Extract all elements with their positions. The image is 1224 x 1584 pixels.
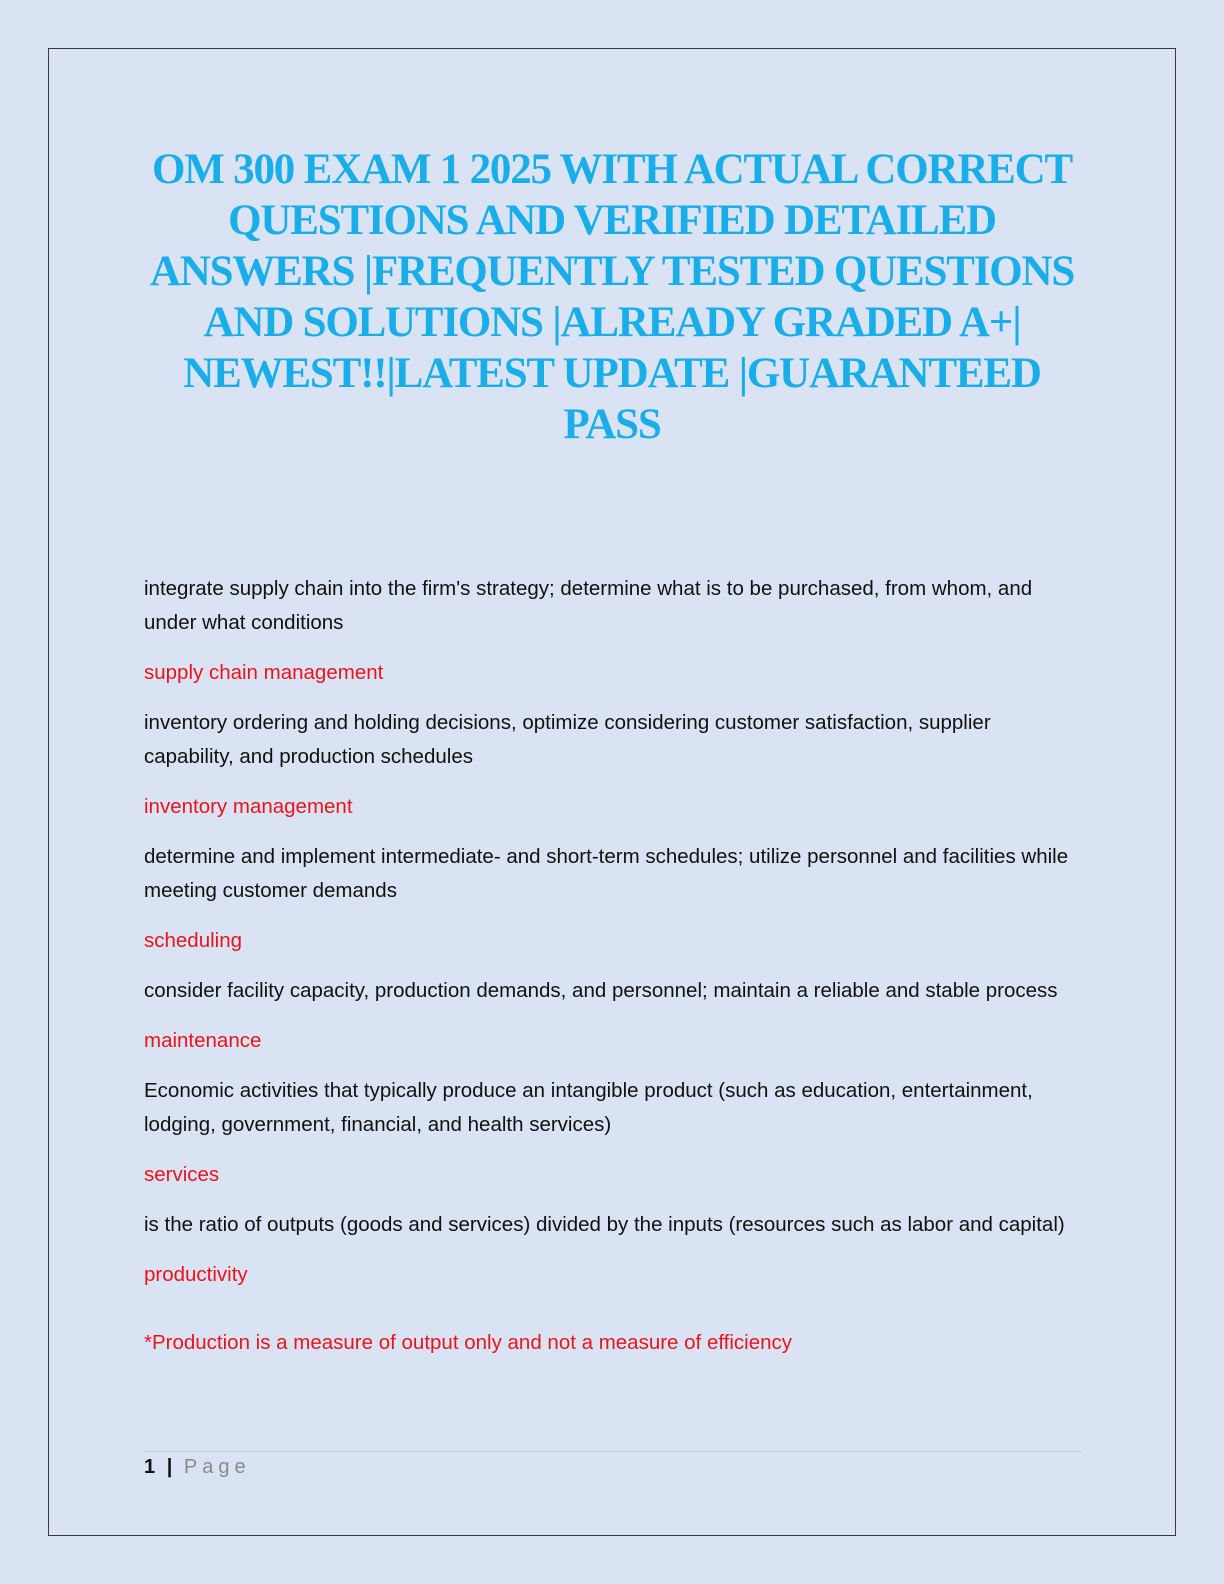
document-title: OM 300 EXAM 1 2025 WITH ACTUAL CORRECT QUESTIONS AND VERIFIED DETAILED ANSWERS |FREQUENTLY TESTED QUESTIONS AND SOLUTIONS |ALREADY GRADED A+| NEWEST!!|LATEST UPDATE |GUARANTEED PASS bbox=[149, 146, 1075, 448]
page-separator: | bbox=[166, 1456, 173, 1478]
definition-text: is the ratio of outputs (goods and services) divided by the inputs (resources such as labor and capital) bbox=[144, 1213, 1065, 1236]
definition-text: determine and implement intermediate- and short-term schedules; utilize personnel and facilities while meeting customer demands bbox=[144, 845, 1069, 902]
term-text: services bbox=[144, 1163, 220, 1186]
definition-text: Economic activities that typically produce an intangible product (such as education, entertainment, lodging, government, financial, and health services) bbox=[144, 1079, 1033, 1136]
term-text: inventory management bbox=[144, 795, 353, 818]
term-text: productivity bbox=[144, 1263, 248, 1286]
term-text: supply chain management bbox=[144, 661, 384, 684]
efficiency-note: *Production is a measure of output only and not a measure of efficiency bbox=[144, 1331, 793, 1354]
term-text: maintenance bbox=[144, 1029, 262, 1052]
definition-text: inventory ordering and holding decisions, optimize considering customer satisfaction, supplier capability, and production schedules bbox=[144, 711, 991, 768]
page-footer bbox=[144, 1452, 251, 1482]
definition-text: consider facility capacity, production demands, and personnel; maintain a reliable and stable process bbox=[144, 979, 1058, 1002]
page-label: Page bbox=[183, 1456, 251, 1478]
document-body bbox=[144, 572, 1084, 1360]
footer-divider bbox=[144, 1451, 1082, 1452]
definition-text: integrate supply chain into the firm's strategy; determine what is to be purchased, from whom, and under what conditions bbox=[144, 577, 1033, 634]
page-number: 1 bbox=[144, 1456, 156, 1478]
term-text: scheduling bbox=[144, 929, 243, 952]
